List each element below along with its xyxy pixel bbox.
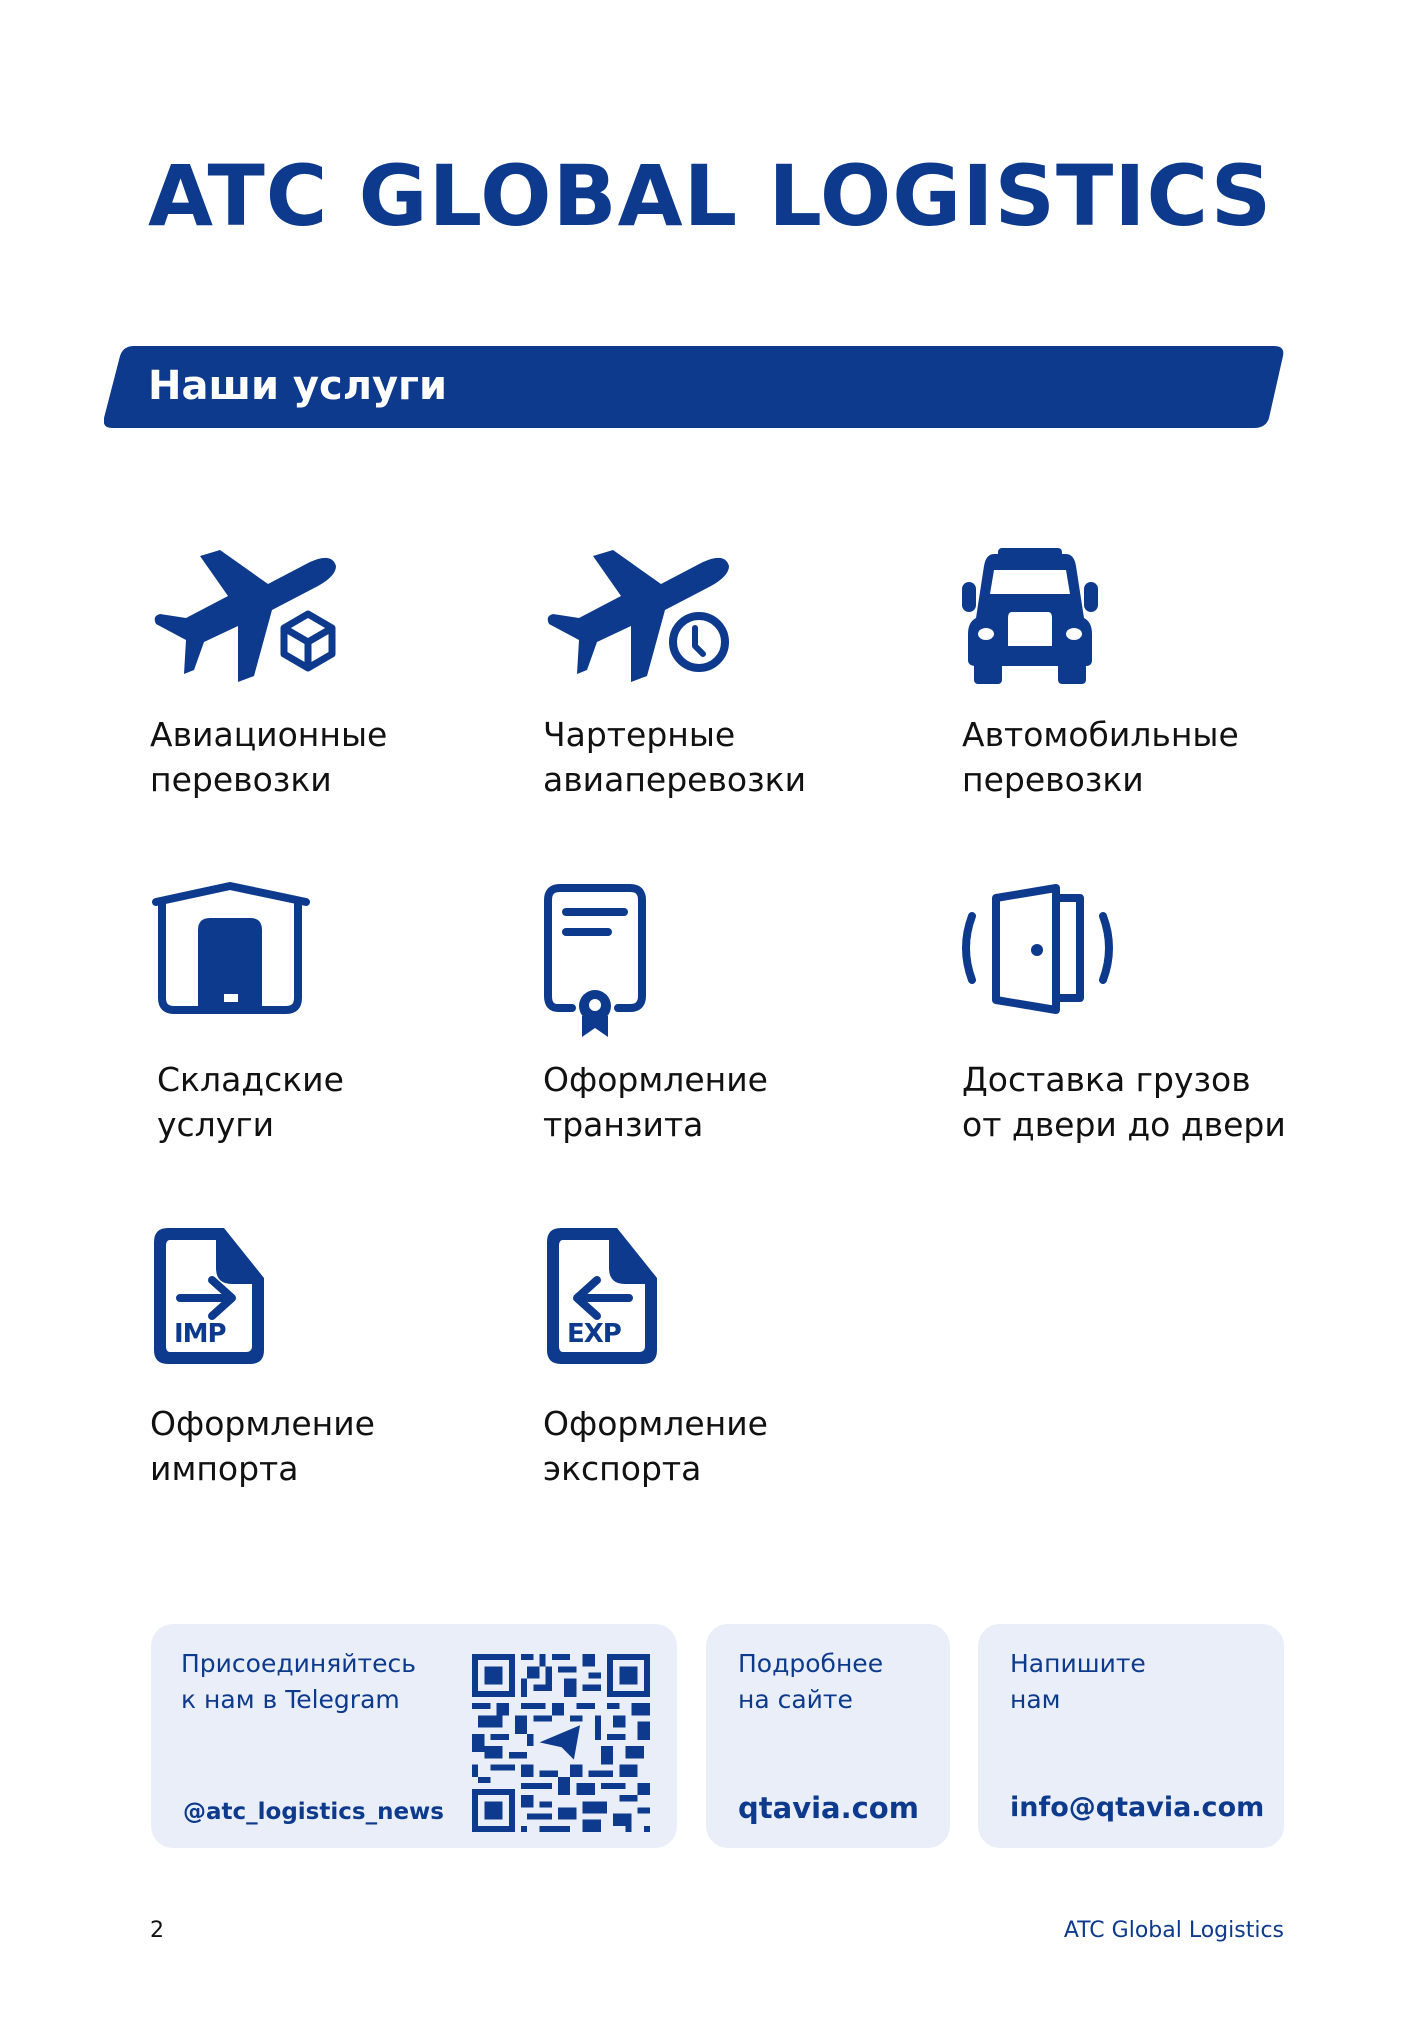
telegram-qr-code[interactable]	[472, 1654, 650, 1832]
service-label: Доставка грузов от двери до двери	[962, 1060, 1286, 1144]
section-banner	[104, 346, 1284, 428]
service-label: Оформление импорта	[150, 1404, 375, 1488]
page-number: 2	[150, 1918, 164, 1943]
email-card-caption: Напишите нам	[1010, 1649, 1146, 1714]
service-label: Оформление транзита	[543, 1060, 768, 1144]
open-door-icon	[960, 882, 1115, 1017]
truck-icon	[960, 548, 1100, 684]
export-document-icon	[543, 1224, 661, 1369]
website-link[interactable]: qtavia.com	[738, 1791, 919, 1825]
service-label: Чартерные авиаперевозки	[543, 715, 807, 799]
certificate-document-icon	[542, 882, 648, 1037]
service-label: Оформление экспорта	[543, 1404, 768, 1488]
website-card[interactable]	[706, 1624, 950, 1848]
email-link[interactable]: info@qtavia.com	[1010, 1792, 1265, 1823]
page-title: ATC GLOBAL LOGISTICS	[148, 147, 1273, 245]
exp-badge: EXP	[567, 1319, 621, 1349]
section-title: Наши услуги	[148, 363, 447, 409]
import-document-icon	[150, 1224, 268, 1369]
imp-badge: IMP	[174, 1319, 226, 1349]
email-card[interactable]	[978, 1624, 1284, 1848]
footer-brand: ATC Global Logistics	[1063, 1918, 1284, 1943]
website-card-caption: Подробнее на сайте	[738, 1649, 884, 1714]
airplane-box-icon	[150, 548, 340, 683]
telegram-card[interactable]	[151, 1624, 677, 1848]
telegram-card-caption: Присоединяйтесь к нам в Telegram	[181, 1649, 416, 1714]
service-label: Складские услуги	[157, 1060, 344, 1144]
service-label: Авиационные перевозки	[150, 715, 388, 799]
service-label: Автомобильные перевозки	[962, 715, 1239, 799]
warehouse-icon	[150, 882, 312, 1017]
telegram-handle-link[interactable]: @atc_logistics_news	[183, 1799, 444, 1825]
airplane-clock-icon	[543, 548, 733, 683]
